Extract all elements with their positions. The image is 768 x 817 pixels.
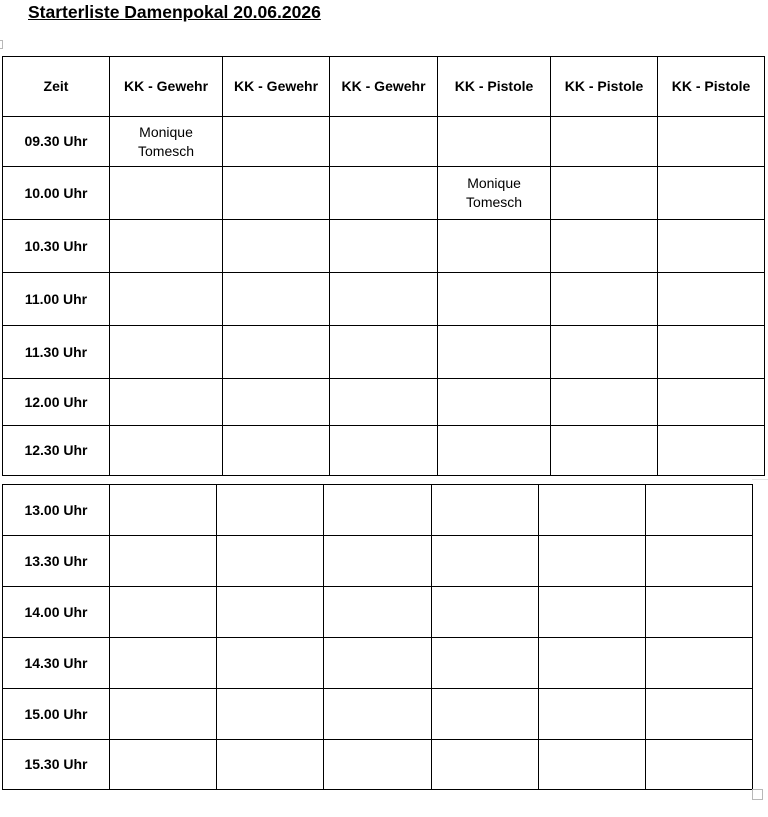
starter-cell	[110, 536, 217, 587]
starter-cell	[110, 740, 217, 790]
starter-cell	[658, 326, 765, 379]
table-row	[3, 220, 765, 273]
starter-cell	[223, 273, 330, 326]
table-row	[3, 587, 753, 638]
starter-cell	[110, 638, 217, 689]
starter-cell	[432, 689, 539, 740]
starter-cell	[432, 536, 539, 587]
time-slot-cell: 14.30 Uhr	[3, 638, 110, 689]
column-header-kk-pistole-2: KK - Pistole	[551, 57, 658, 117]
starter-cell	[658, 117, 765, 167]
starter-cell	[330, 220, 438, 273]
starter-cell	[646, 536, 753, 587]
starter-cell	[110, 273, 223, 326]
time-slot-cell: 10.00 Uhr	[3, 167, 110, 220]
table-row	[3, 167, 765, 220]
starter-cell	[551, 220, 658, 273]
table-row	[3, 273, 765, 326]
starter-cell: Monique Tomesch	[110, 117, 223, 167]
starter-cell	[223, 326, 330, 379]
starter-cell	[324, 587, 432, 638]
column-header-kk-pistole-3: KK - Pistole	[658, 57, 765, 117]
document-title: Starterliste Damenpokal 20.06.2026	[28, 2, 321, 22]
time-slot-cell: 12.30 Uhr	[3, 426, 110, 476]
table-row	[3, 117, 765, 167]
starter-cell	[551, 117, 658, 167]
starter-cell	[110, 587, 217, 638]
starter-cell	[658, 273, 765, 326]
starter-cell	[658, 426, 765, 476]
starter-cell	[110, 485, 217, 536]
starter-cell	[110, 220, 223, 273]
starter-cell	[551, 426, 658, 476]
starter-cell	[438, 326, 551, 379]
time-slot-cell: 13.00 Uhr	[3, 485, 110, 536]
starter-cell	[432, 485, 539, 536]
starter-cell	[539, 536, 646, 587]
table-row	[3, 326, 765, 379]
starter-cell	[438, 426, 551, 476]
starter-cell	[539, 638, 646, 689]
table-row	[3, 689, 753, 740]
starter-cell	[539, 485, 646, 536]
time-slot-cell: 09.30 Uhr	[3, 117, 110, 167]
starter-cell	[217, 536, 324, 587]
time-slot-cell: 10.30 Uhr	[3, 220, 110, 273]
table-row	[3, 740, 753, 790]
starter-cell	[539, 587, 646, 638]
starter-cell	[330, 167, 438, 220]
starter-cell	[646, 587, 753, 638]
starter-cell	[646, 689, 753, 740]
time-slot-cell: 11.30 Uhr	[3, 326, 110, 379]
column-header-time: Zeit	[3, 57, 110, 117]
starter-cell	[223, 426, 330, 476]
starter-cell	[438, 220, 551, 273]
starter-cell	[324, 689, 432, 740]
starter-cell	[330, 426, 438, 476]
time-slot-cell: 11.00 Uhr	[3, 273, 110, 326]
starter-cell	[330, 117, 438, 167]
starter-cell	[438, 379, 551, 426]
starter-cell	[223, 379, 330, 426]
starter-cell	[658, 167, 765, 220]
starter-cell	[110, 426, 223, 476]
table-row	[3, 485, 753, 536]
starter-cell	[432, 638, 539, 689]
starter-cell	[658, 379, 765, 426]
starter-cell	[110, 689, 217, 740]
starter-cell	[646, 638, 753, 689]
starter-cell	[324, 740, 432, 790]
table-row	[3, 638, 753, 689]
starter-cell	[551, 167, 658, 220]
starter-cell	[223, 220, 330, 273]
starter-cell	[324, 536, 432, 587]
starter-cell	[539, 689, 646, 740]
starter-cell	[217, 689, 324, 740]
time-slot-cell: 12.00 Uhr	[3, 379, 110, 426]
time-slot-cell: 15.30 Uhr	[3, 740, 110, 790]
starter-cell	[223, 117, 330, 167]
starter-cell	[217, 485, 324, 536]
header-row	[3, 57, 765, 117]
starter-cell	[432, 587, 539, 638]
time-slot-cell: 13.30 Uhr	[3, 536, 110, 587]
starter-cell	[438, 273, 551, 326]
starter-cell	[110, 379, 223, 426]
column-header-kk-gewehr-3: KK - Gewehr	[330, 57, 438, 117]
starter-cell	[330, 326, 438, 379]
starter-cell	[330, 273, 438, 326]
starter-cell	[217, 638, 324, 689]
starter-cell	[217, 740, 324, 790]
table-end-marker	[752, 789, 763, 800]
starter-cell	[432, 740, 539, 790]
start-list-table-morning	[2, 56, 765, 476]
time-slot-cell: 15.00 Uhr	[3, 689, 110, 740]
starter-cell	[551, 379, 658, 426]
table-row	[3, 426, 765, 476]
starter-cell	[110, 167, 223, 220]
starter-cell	[330, 379, 438, 426]
table-row	[3, 379, 765, 426]
starter-cell	[223, 167, 330, 220]
starter-cell	[551, 326, 658, 379]
start-list-table-afternoon	[2, 484, 753, 790]
starter-cell	[539, 740, 646, 790]
column-header-kk-gewehr-1: KK - Gewehr	[110, 57, 223, 117]
starter-cell	[324, 638, 432, 689]
starter-cell	[658, 220, 765, 273]
starter-cell: Monique Tomesch	[438, 167, 551, 220]
column-header-kk-pistole-1: KK - Pistole	[438, 57, 551, 117]
starter-cell	[551, 273, 658, 326]
time-slot-cell: 14.00 Uhr	[3, 587, 110, 638]
starter-cell	[438, 117, 551, 167]
starter-cell	[324, 485, 432, 536]
column-header-kk-gewehr-2: KK - Gewehr	[223, 57, 330, 117]
starter-cell	[646, 740, 753, 790]
table-row	[3, 536, 753, 587]
starter-cell	[110, 326, 223, 379]
page-break-line	[752, 479, 768, 480]
starter-cell	[217, 587, 324, 638]
table-move-handle	[0, 40, 3, 49]
starter-cell	[646, 485, 753, 536]
